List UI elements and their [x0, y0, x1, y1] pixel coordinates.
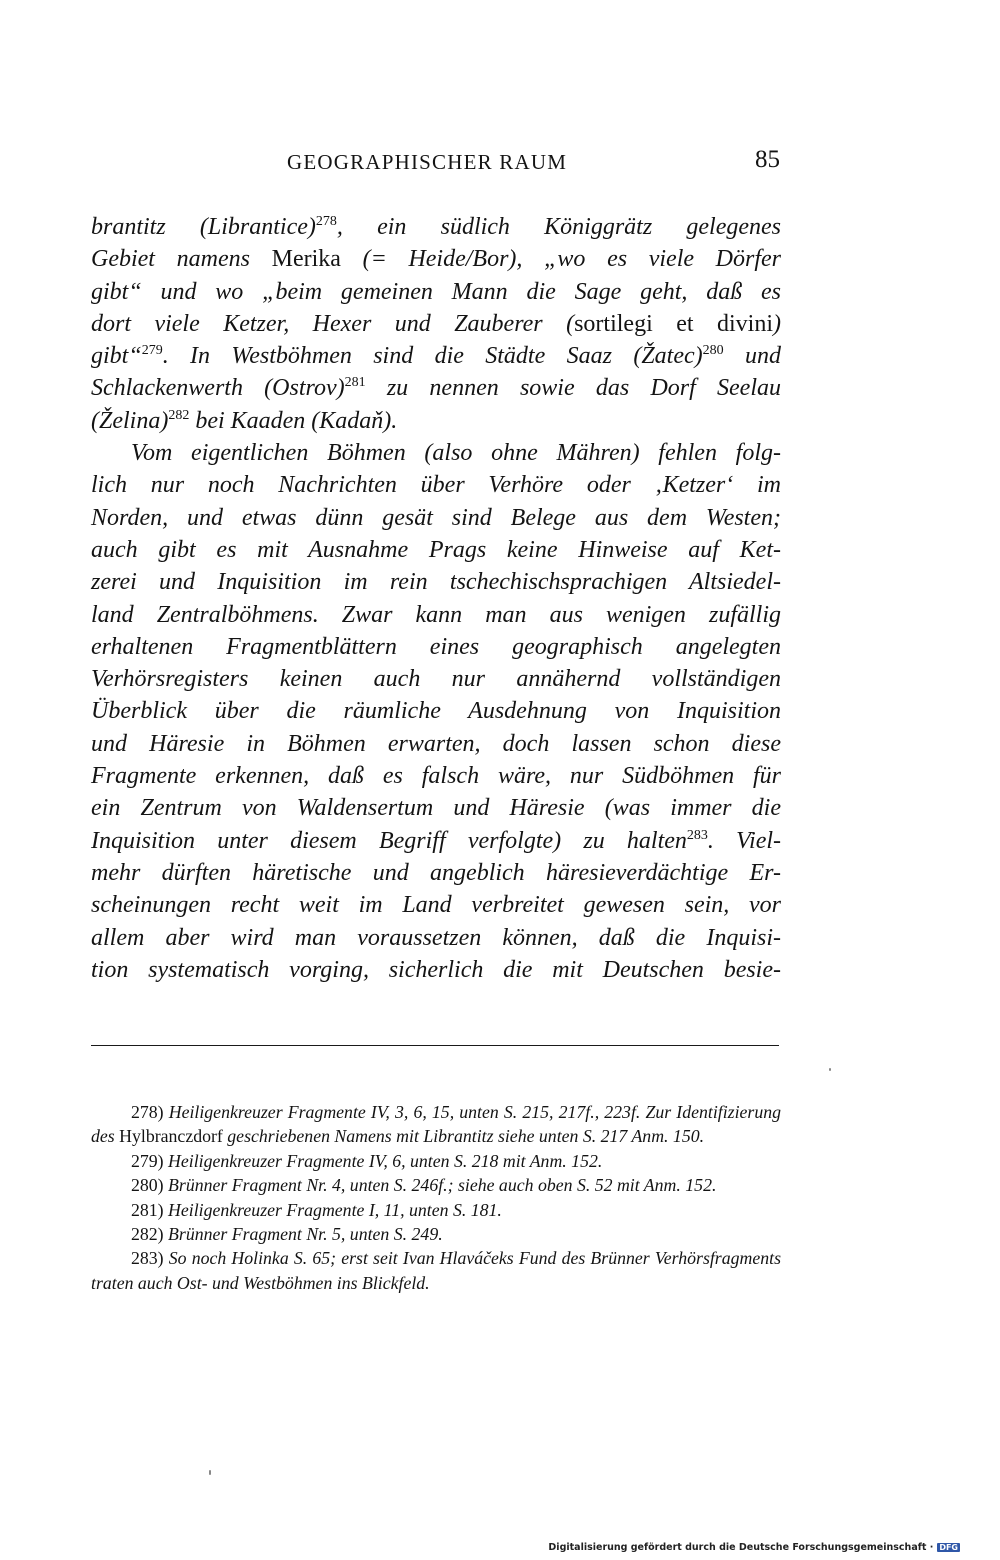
text-line: und Häresie in Böhmen erwarten, doch lassen schon diese — [91, 730, 781, 757]
footnote-ref[interactable]: 280 — [702, 343, 724, 359]
text-line: zerei und Inquisition im rein tschechischsprachigen Altsiedel- — [91, 569, 781, 596]
footnote-ref[interactable]: 281 — [344, 375, 366, 391]
footnote-ref[interactable]: 279 — [141, 343, 163, 359]
footnote-280: 280) Brünner Fragment Nr. 4, unten S. 246f.; siehe auch oben S. 52 mit Anm. 152. — [131, 1175, 717, 1196]
footnote-281: 281) Heiligenkreuzer Fragmente I, 11, unten S. 181. — [131, 1199, 502, 1220]
text-line: ein Zentrum von Waldensertum und Häresie (was immer die — [91, 795, 781, 822]
footnote-ref[interactable]: 282 — [168, 407, 190, 423]
text-line: Verhörsregisters keinen auch nur annähernd vollständigen — [91, 666, 781, 693]
main-text — [91, 211, 781, 986]
footnote-divider — [91, 1045, 779, 1046]
text-line: tion systematisch vorging, sicherlich die mit Deutschen besie- — [91, 956, 781, 983]
text-line: (Želina)$^{282}$ bei Kaaden (Kadaň). — [91, 407, 398, 434]
text-line: Fragmente erkennen, daß es falsch wäre, nur Südböhmen für — [91, 763, 781, 790]
text-line: erhaltenen Fragmentblättern eines geographisch angelegten — [91, 633, 781, 660]
text-line: gibt“$^{279}$. In Westböhmen sind die Städte Saaz (Žatec)$^{280}$ und — [91, 343, 782, 370]
text-line: mehr dürften häretische und angeblich häresieverdächtige Er- — [91, 859, 781, 886]
text-line: brantitz (Librantice)$^{278}$, ein südlich Königgrätz gelegenes — [91, 214, 781, 240]
text-line: Überblick über die räumliche Ausdehnung von Inquisition — [91, 698, 781, 725]
text-line: scheinungen recht weit im Land verbreitet gewesen sein, vor — [91, 892, 781, 919]
footnote-283: 283) So noch Holinka S. 65; erst seit Ivan Hlaváčeks Fund des Brünner Verhörsfragments traten auch Ost- und Westböhmen ins Blickfeld. — [91, 1248, 781, 1293]
text-line: Vom eigentlichen Böhmen (also ohne Mähren) fehlen folg- — [131, 440, 781, 467]
text-line: allem aber wird man voraussetzen können, daß die Inquisi- — [91, 924, 781, 951]
text-line: land Zentralböhmens. Zwar kann man aus wenigen zufällig — [91, 601, 781, 628]
footnote-ref[interactable]: 283 — [686, 827, 708, 843]
text-line: auch gibt es mit Ausnahme Prags keine Hinweise auf Ket- — [91, 536, 781, 563]
dfg-logo: DFG — [939, 1543, 958, 1552]
footnote-282: 282) Brünner Fragment Nr. 5, unten S. 249. — [131, 1224, 443, 1245]
text-line: Inquisition unter diesem Begriff verfolgte) zu halten$^{283}$. Viel- — [91, 827, 782, 854]
text-line: dort viele Ketzer, Hexer und Zauberer (sortilegi et divini) — [91, 310, 781, 337]
footnote-ref[interactable]: 278 — [315, 214, 337, 229]
running-title: GEOGRAPHISCHER RAUM — [287, 150, 568, 174]
page-number: 85 — [755, 146, 780, 173]
text-line: Gebiet namens Merika (= Heide/Bor), „wo es viele Dörfer — [91, 246, 782, 273]
running-header — [287, 146, 780, 182]
text-line: gibt“ und wo „beim gemeinen Mann die Sage geht, daß es — [91, 278, 781, 305]
text-line: Schlackenwerth (Ostrov)$^{281}$ zu nennen sowie das Dorf Seelau — [91, 375, 781, 402]
footnote-278: 278) Heiligenkreuzer Fragmente IV, 3, 6, 15, unten S. 215, 217f., 223f. Zur Identifizierung des Hylbranczdorf geschriebenen Namens mit Librantitz siehe unten S. 217 Anm. 150. — [91, 1102, 781, 1147]
scan-speck — [209, 1470, 211, 1475]
footnote-279: 279) Heiligenkreuzer Fragmente IV, 6, unten S. 218 mit Anm. 152. — [131, 1150, 603, 1171]
text-line: lich nur noch Nachrichten über Verhöre oder ‚Ketzer‘ im — [91, 472, 781, 499]
text-line: Norden, und etwas dünn gesät sind Belege aus dem Westen; — [91, 504, 781, 531]
footnotes — [91, 1100, 781, 1295]
scan-speck — [829, 1068, 831, 1071]
digitization-credit: Digitalisierung gefördert durch die Deutsche Forschungsgemeinschaft · DFG — [548, 1542, 958, 1553]
